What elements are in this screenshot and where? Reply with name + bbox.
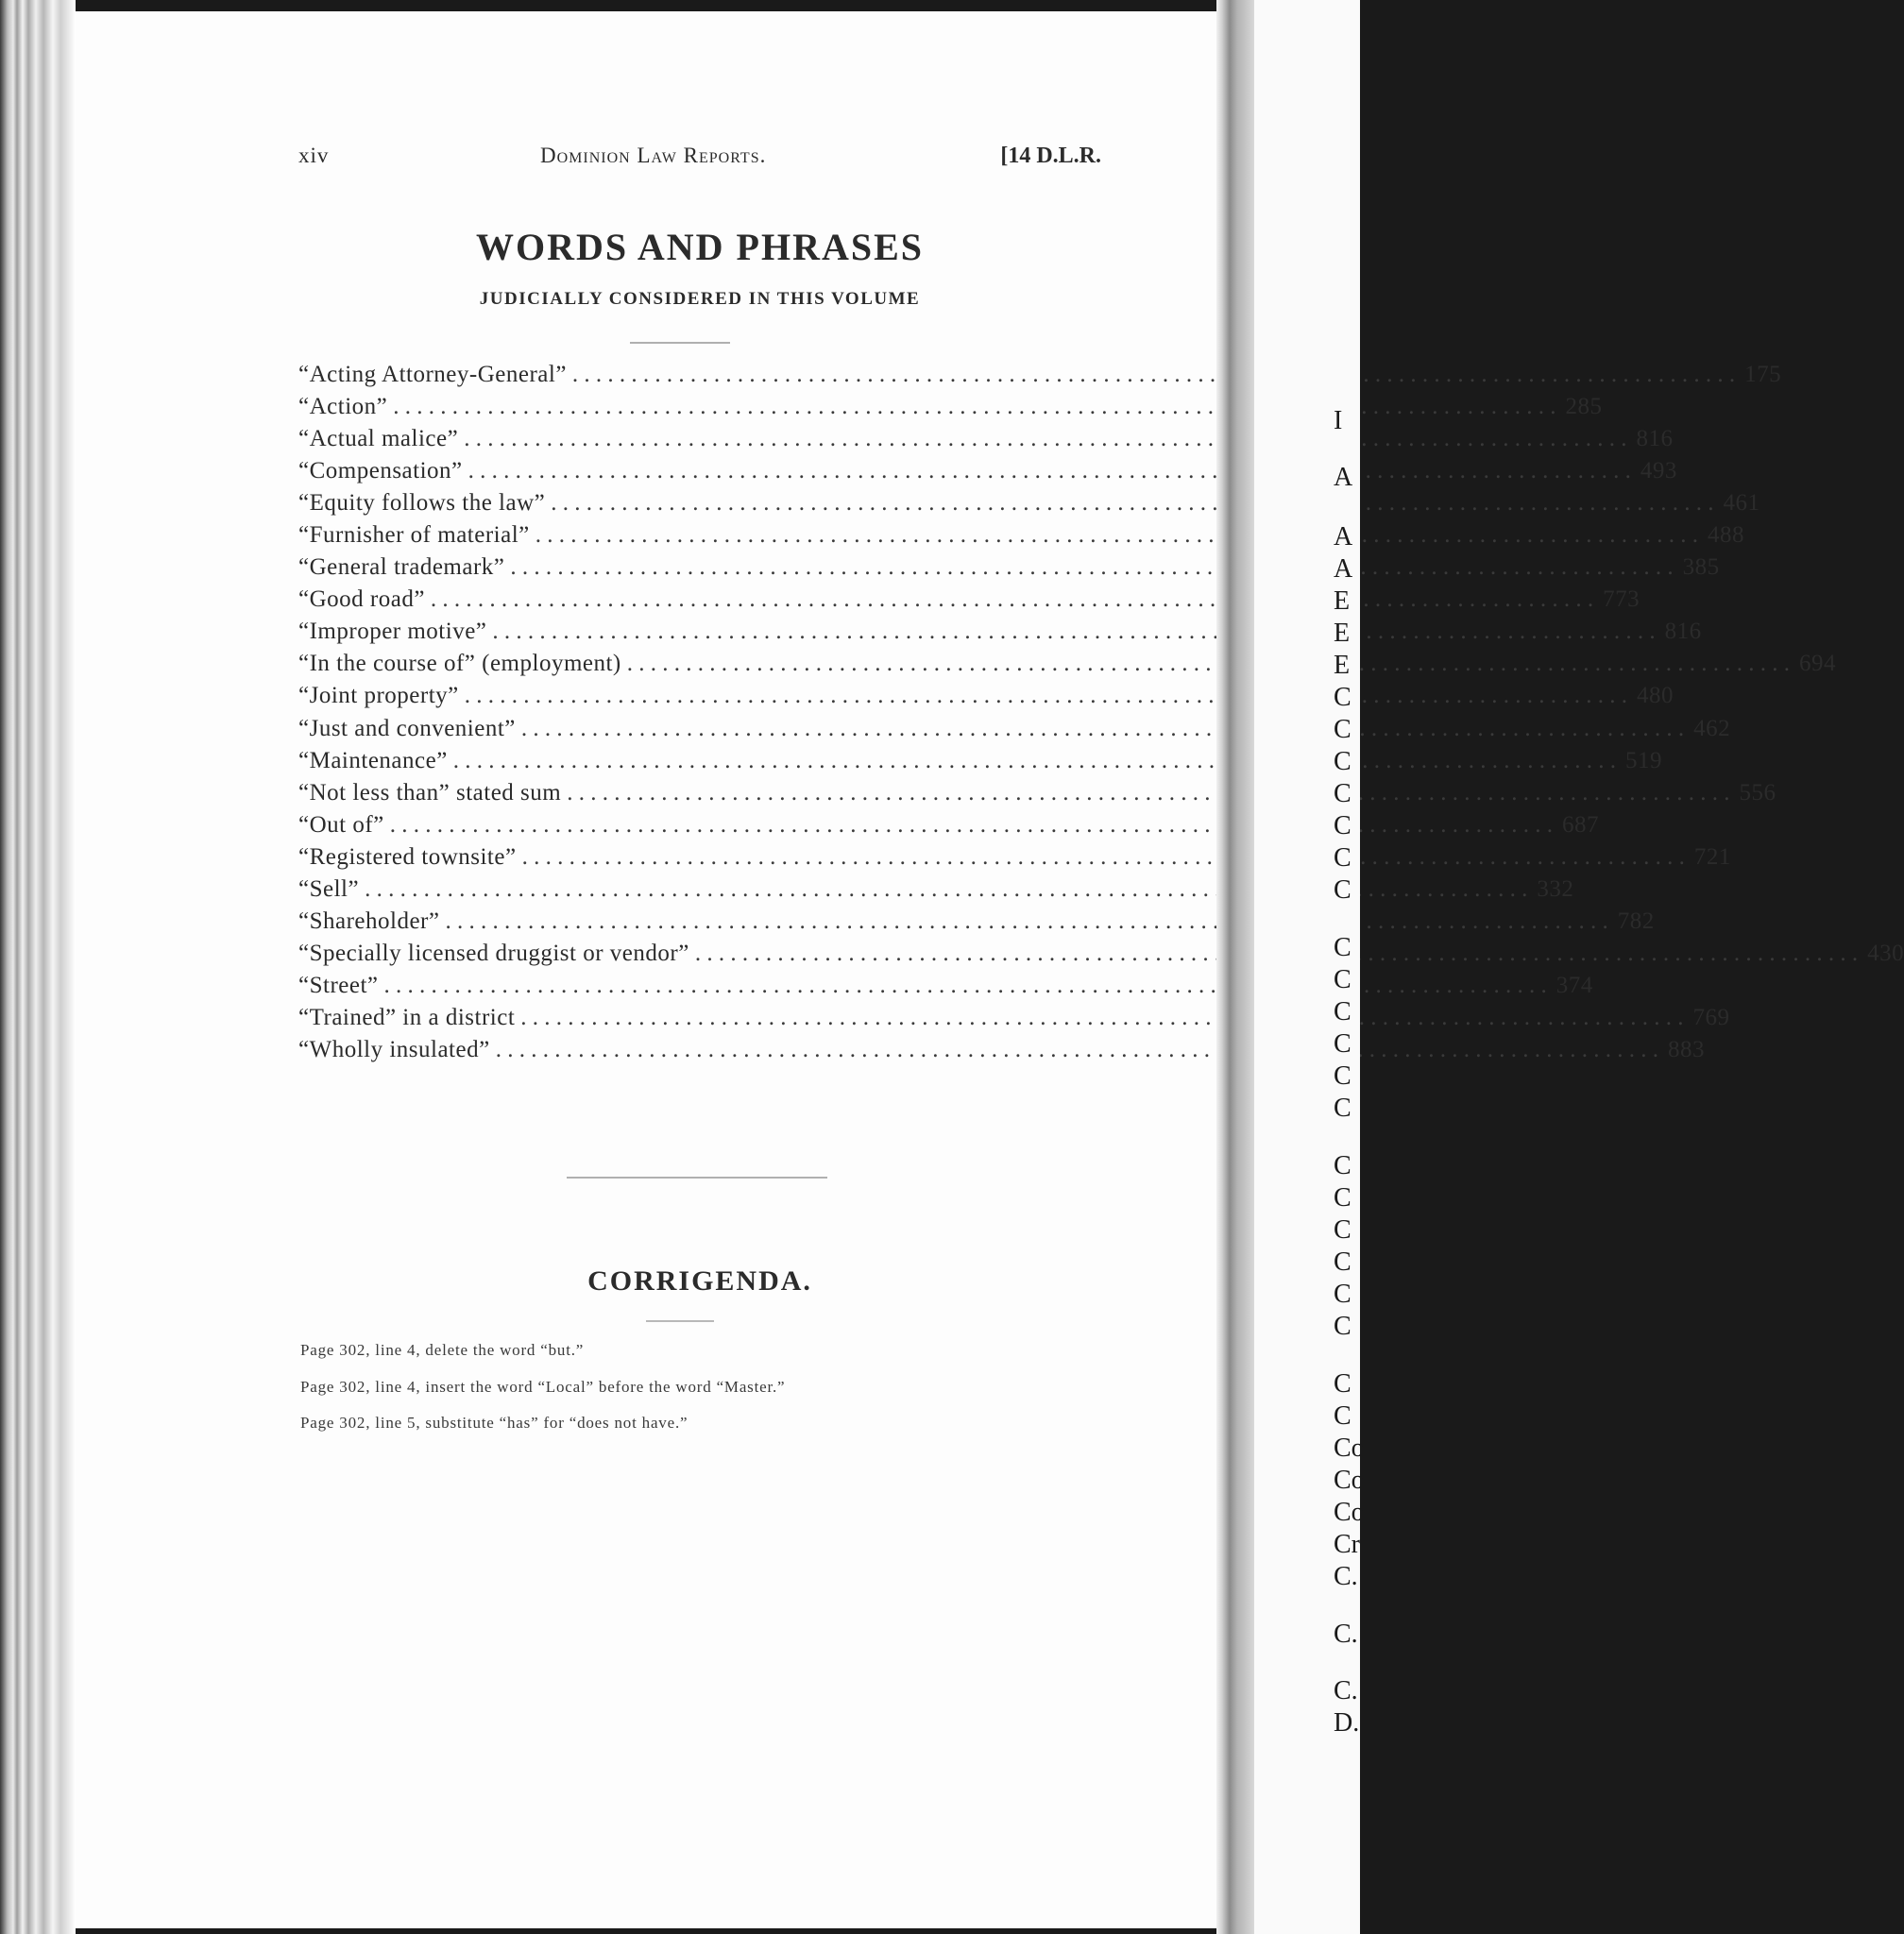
- list-item: [298, 715, 1731, 748]
- list-item: [298, 683, 1674, 715]
- adjacent-page-fragment: C: [1334, 1029, 1352, 1059]
- list-item: [298, 426, 1674, 458]
- leader-dots: [465, 683, 1627, 709]
- adjacent-page-fragment: Cr: [1334, 1530, 1360, 1559]
- entry-term: “Not less than” stated sum: [298, 779, 562, 806]
- list-item: [298, 586, 1640, 619]
- list-item: [298, 458, 1677, 490]
- running-head: [298, 144, 1101, 178]
- entry-page: 769: [1692, 1004, 1730, 1030]
- corrigenda-line: Page 302, line 4, delete the word “but.”: [300, 1341, 585, 1359]
- entry-term: “Furnisher of material”: [298, 522, 530, 549]
- adjacent-page-fragment: C: [1334, 779, 1352, 808]
- leader-dots: [384, 973, 1547, 999]
- adjacent-page-fragment: Co: [1334, 1498, 1365, 1527]
- entry-page: 687: [1562, 811, 1600, 838]
- list-item: [298, 972, 1593, 1005]
- entry-page: 374: [1556, 972, 1593, 998]
- list-item: [298, 843, 1731, 876]
- list-item: [298, 490, 1760, 522]
- corrigenda-title: CORRIGENDA.: [587, 1265, 812, 1297]
- adjacent-page-fragment: A: [1334, 554, 1353, 584]
- adjacent-page-fragment: C: [1334, 1312, 1352, 1341]
- entry-term: “Shareholder”: [298, 908, 440, 934]
- adjacent-page-fragment: C: [1334, 1183, 1352, 1213]
- adjacent-page-fragment: C: [1334, 1280, 1352, 1309]
- entry-page: 782: [1617, 908, 1655, 934]
- entry-page: 493: [1640, 458, 1677, 484]
- adjacent-page-fragment: C: [1334, 715, 1352, 744]
- adjacent-page-fragment: C: [1334, 747, 1352, 776]
- leader-dots: [445, 908, 1607, 935]
- list-item: [298, 940, 1904, 973]
- adjacent-page-fragment: C: [1334, 1401, 1352, 1431]
- leader-dots: [453, 748, 1616, 774]
- entry-page: 816: [1636, 426, 1674, 452]
- entry-term: “Actual malice”: [298, 426, 459, 452]
- leader-dots: [464, 426, 1626, 452]
- book-gutter-shadow: [1216, 0, 1254, 1934]
- volume-reference: [14 D.L.R.: [1000, 144, 1101, 168]
- entry-term: “Street”: [298, 972, 379, 998]
- adjacent-page-fragment: A: [1334, 522, 1353, 551]
- entry-page: 721: [1693, 843, 1731, 870]
- adjacent-page-fragment: C: [1334, 843, 1352, 873]
- adjacent-page-fragment: C: [1334, 683, 1352, 712]
- entry-page: 461: [1723, 490, 1760, 517]
- adjacent-page-fragment: D.: [1334, 1708, 1360, 1738]
- running-title: Dominion Law Reports.: [540, 144, 767, 167]
- adjacent-page-fragment: C.: [1334, 1562, 1358, 1591]
- leader-dots: [536, 522, 1698, 549]
- adjacent-page-fragment: C: [1334, 811, 1352, 840]
- leader-dots: [627, 651, 1790, 677]
- adjacent-page-fragment: C: [1334, 997, 1352, 1026]
- entry-term: “General trademark”: [298, 554, 505, 581]
- adjacent-page-fragment: C.: [1334, 1676, 1358, 1705]
- words-phrases-list: [298, 362, 1904, 1069]
- divider: [630, 342, 730, 344]
- entry-page: 480: [1637, 683, 1674, 709]
- list-item: [298, 522, 1744, 554]
- leader-dots: [492, 619, 1655, 645]
- list-item: [298, 1004, 1730, 1037]
- list-item: [298, 811, 1600, 844]
- leader-dots: [496, 1037, 1658, 1063]
- entry-term: “Specially licensed druggist or vendor”: [298, 940, 689, 966]
- list-item: [298, 554, 1720, 586]
- leader-dots: [572, 362, 1735, 388]
- corrigenda-line: Page 302, line 5, substitute “has” for “does not have.”: [300, 1414, 688, 1432]
- adjacent-page-fragment: C: [1334, 1215, 1352, 1245]
- list-item: [298, 362, 1782, 394]
- section-divider: [567, 1177, 827, 1179]
- entry-term: “Maintenance”: [298, 747, 448, 773]
- corrigenda-line: Page 302, line 4, insert the word “Local” before the word “Master.”: [300, 1378, 786, 1396]
- entry-term: “Wholly insulated”: [298, 1036, 490, 1062]
- adjacent-page-fragment: Co: [1334, 1434, 1365, 1463]
- entry-term: “Acting Attorney-General”: [298, 362, 567, 387]
- adjacent-page-fragment: C.: [1334, 1620, 1358, 1649]
- list-item: [298, 651, 1837, 683]
- page-title: WORDS AND PHRASES: [475, 226, 925, 268]
- entry-page: 430: [1867, 940, 1904, 966]
- entry-term: “Registered townsite”: [298, 843, 517, 870]
- page-folio: xiv: [298, 144, 330, 167]
- leader-dots: [520, 1005, 1683, 1031]
- adjacent-page-fragment: Co: [1334, 1466, 1365, 1495]
- entry-term: “Joint property”: [298, 683, 459, 709]
- adjacent-page-fragment: A: [1334, 463, 1353, 492]
- list-item: [298, 779, 1776, 812]
- entry-page: 773: [1603, 586, 1640, 613]
- entry-page: 385: [1682, 554, 1720, 581]
- leader-dots: [390, 812, 1553, 839]
- leader-dots: [510, 554, 1673, 581]
- entry-page: 519: [1625, 747, 1663, 773]
- list-item: [298, 619, 1702, 651]
- entry-page: 488: [1708, 522, 1744, 549]
- adjacent-page-fragment: E: [1334, 651, 1351, 680]
- adjacent-page-fragment: E: [1334, 586, 1351, 616]
- entry-term: “Sell”: [298, 875, 360, 902]
- leader-dots: [522, 844, 1685, 871]
- entry-page: 175: [1744, 362, 1782, 387]
- entry-page: 332: [1537, 875, 1574, 902]
- entry-term: “Compensation”: [298, 458, 463, 484]
- entry-term: “Action”: [298, 394, 388, 420]
- adjacent-page-fragment: I: [1334, 406, 1343, 435]
- leader-dots: [431, 586, 1593, 613]
- entry-term: “In the course of” (employment): [298, 651, 621, 677]
- leader-dots: [521, 716, 1684, 742]
- adjacent-page-fragment: C: [1334, 1094, 1352, 1123]
- entry-page: 285: [1565, 394, 1603, 420]
- list-item: [298, 1036, 1705, 1069]
- entry-page: 462: [1693, 715, 1731, 741]
- list-item: [298, 394, 1603, 426]
- adjacent-page-fragment: C: [1334, 1369, 1352, 1399]
- adjacent-page-fragment: C: [1334, 875, 1352, 905]
- entry-page: 816: [1664, 619, 1702, 645]
- leader-dots: [468, 458, 1631, 484]
- adjacent-page-fragment: C: [1334, 1247, 1352, 1277]
- entry-term: “Just and convenient”: [298, 715, 516, 741]
- adjacent-page-fragment: C: [1334, 933, 1352, 962]
- entry-term: “Trained” in a district: [298, 1004, 516, 1030]
- entry-page: 694: [1799, 651, 1837, 677]
- entry-term: “Out of”: [298, 811, 384, 838]
- book-spine-edge: [0, 0, 76, 1934]
- list-item: [298, 747, 1663, 780]
- entry-term: “Good road”: [298, 586, 425, 613]
- leader-dots: [393, 394, 1556, 420]
- adjacent-page-fragment: C: [1334, 965, 1352, 994]
- entry-term: “Improper motive”: [298, 619, 487, 645]
- list-item: [298, 875, 1574, 908]
- entry-page: 883: [1667, 1036, 1705, 1062]
- page-subtitle: JUDICIALLY CONSIDERED IN THIS VOLUME: [479, 289, 921, 309]
- divider: [646, 1320, 714, 1322]
- adjacent-page-fragment: C: [1334, 1061, 1352, 1091]
- leader-dots: [567, 780, 1729, 806]
- adjacent-page-fragment: C: [1334, 1151, 1352, 1180]
- entry-page: 556: [1739, 779, 1776, 806]
- list-item: [298, 908, 1655, 941]
- entry-term: “Equity follows the law”: [298, 490, 546, 517]
- adjacent-page-fragment: E: [1334, 619, 1351, 648]
- leader-dots: [551, 490, 1713, 517]
